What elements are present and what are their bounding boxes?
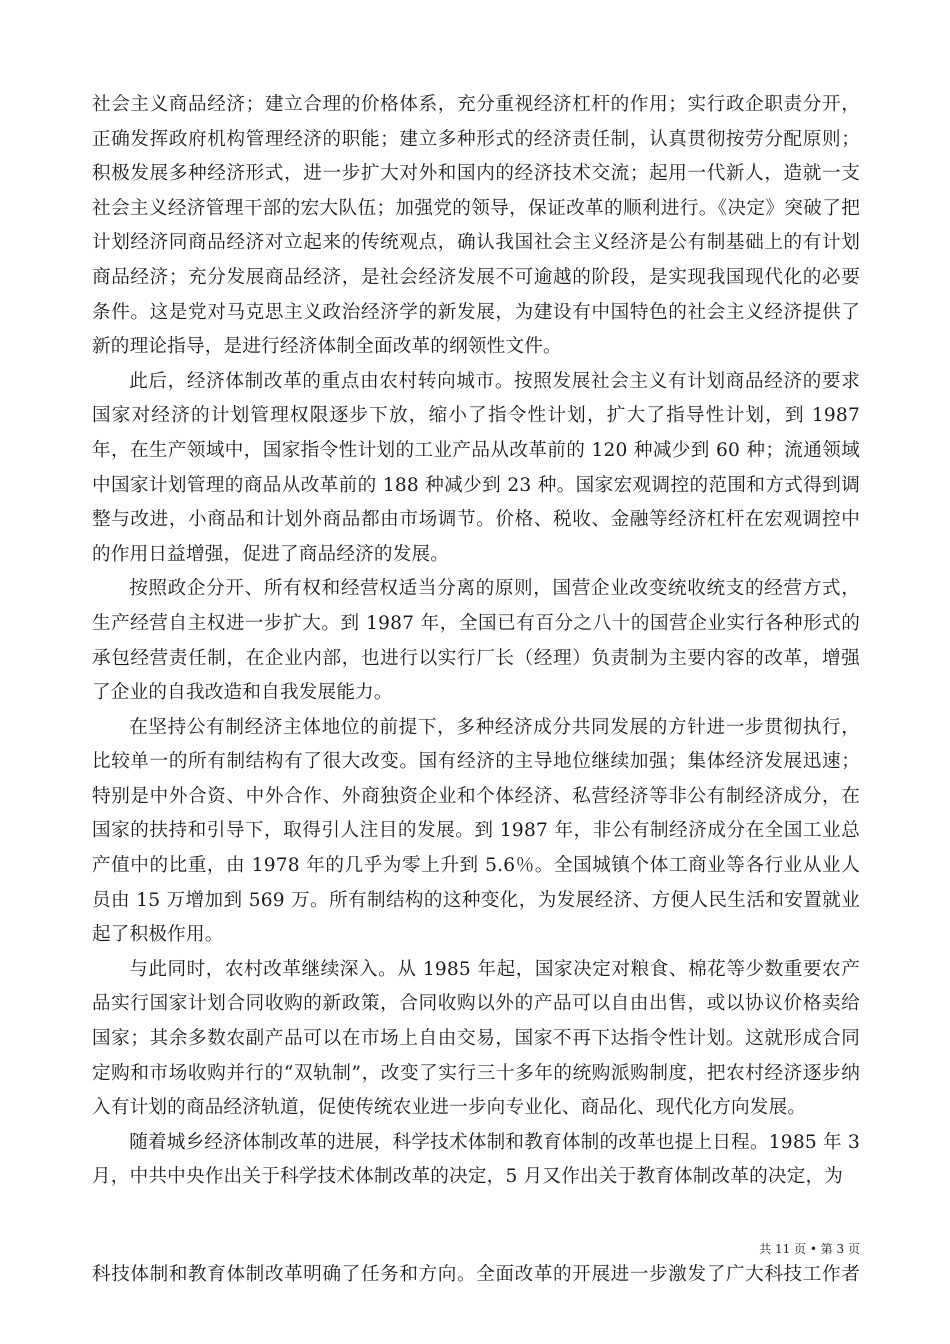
document-body	[92, 88, 860, 1195]
paragraph-3: 按照政企分开、所有权和经营权适当分离的原则，国营企业改变统收统支的经营方式，生产经营自主权进一步扩大。到 1987 年，全国已有百分之八十的国营企业实行各种形式的承包经营责任制，在企业内部，也进行以实行厂长（经理）负责制为主要内容的改革，增强了企业的自我改造和自我发展能力。	[92, 578, 860, 704]
paragraph-5: 与此同时，农村改革继续深入。从 1985 年起，国家决定对粮食、棉花等少数重要农产品实行国家计划合同收购的新政策，合同收购以外的产品可以自由出售，或以协议价格卖给国家；其余多数农副产品可以在市场上自由交易，国家不再下达指令性计划。这就形成合同定购和市场收购并行的“双轨制”，改变了实行三十多年的统购派购制度，把农村经济逐步纳入有计划的商品经济轨道，促使传统农业进一步向专业化、商品化、现代化方向发展。	[92, 958, 860, 1119]
paragraph-6: 随着城乡经济体制改革的进展，科学技术体制和教育体制的改革也提上日程。1985 年 3 月，中共中央作出关于科学技术体制改革的决定，5 月又作出关于教育体制改革的决定，为	[92, 1131, 860, 1188]
paragraph-1: 社会主义商品经济；建立合理的价格体系，充分重视经济杠杆的作用；实行政企职责分开，正确发挥政府机构管理经济的职能；建立多种形式的经济责任制，认真贯彻按劳分配原则；积极发展多种经济形式，进一步扩大对外和国内的经济技术交流；起用一代新人，造就一支社会主义经济管理干部的宏大队伍；加强党的领导，保证改革的顺利进行。《决定》突破了把计划经济同商品经济对立起来的传统观点，确认我国社会主义经济是公有制基础上的有计划商品经济；充分发展商品经济，是社会经济发展不可逾越的阶段，是实现我国现代化的必要条件。这是党对马克思主义政治经济学的新发展，为建设有中国特色的社会主义经济提供了新的理论指导，是进行经济体制全面改革的纲领性文件。	[92, 94, 860, 358]
paragraph-4: 在坚持公有制经济主体地位的前提下，多种经济成分共同发展的方针进一步贯彻执行，比较单一的所有制结构有了很大改变。国有经济的主导地位继续加强；集体经济发展迅速；特别是中外合资、中外合作、外商独资企业和个体经济、私营经济等非公有制经济成分，在国家的扶持和引导下，取得引人注目的发展。到 1987 年，非公有制经济成分在全国工业总产值中的比重，由 1978 年的几乎为零上升到 5.6％。全国城镇个体工商业等各行业从业人员由 15 万增加到 569 万。所有制结构的这种变化，为发展经济、方便人民生活和安置就业起了积极作用。	[92, 716, 860, 946]
page-footer: 共 11 页 • 第 3 页	[759, 1242, 860, 1256]
trailing-text-line: 科技体制和教育体制改革明确了任务和方向。全面改革的开展进一步激发了广大科技工作者	[92, 1264, 860, 1285]
paragraph-2: 此后，经济体制改革的重点由农村转向城市。按照发展社会主义有计划商品经济的要求国家对经济的计划管理权限逐步下放，缩小了指令性计划，扩大了指导性计划，到 1987 年，在生产领域中，国家指令性计划的工业产品从改革前的 120 种减少到 60 种；流通领域中国家计划管理的商品从改革前的 188 种减少到 23 种。国家宏观调控的范围和方式得到调整与改进，小商品和计划外商品都由市场调节。价格、税收、金融等经济杠杆在宏观调控中的作用日益增强，促进了商品经济的发展。	[92, 370, 860, 565]
